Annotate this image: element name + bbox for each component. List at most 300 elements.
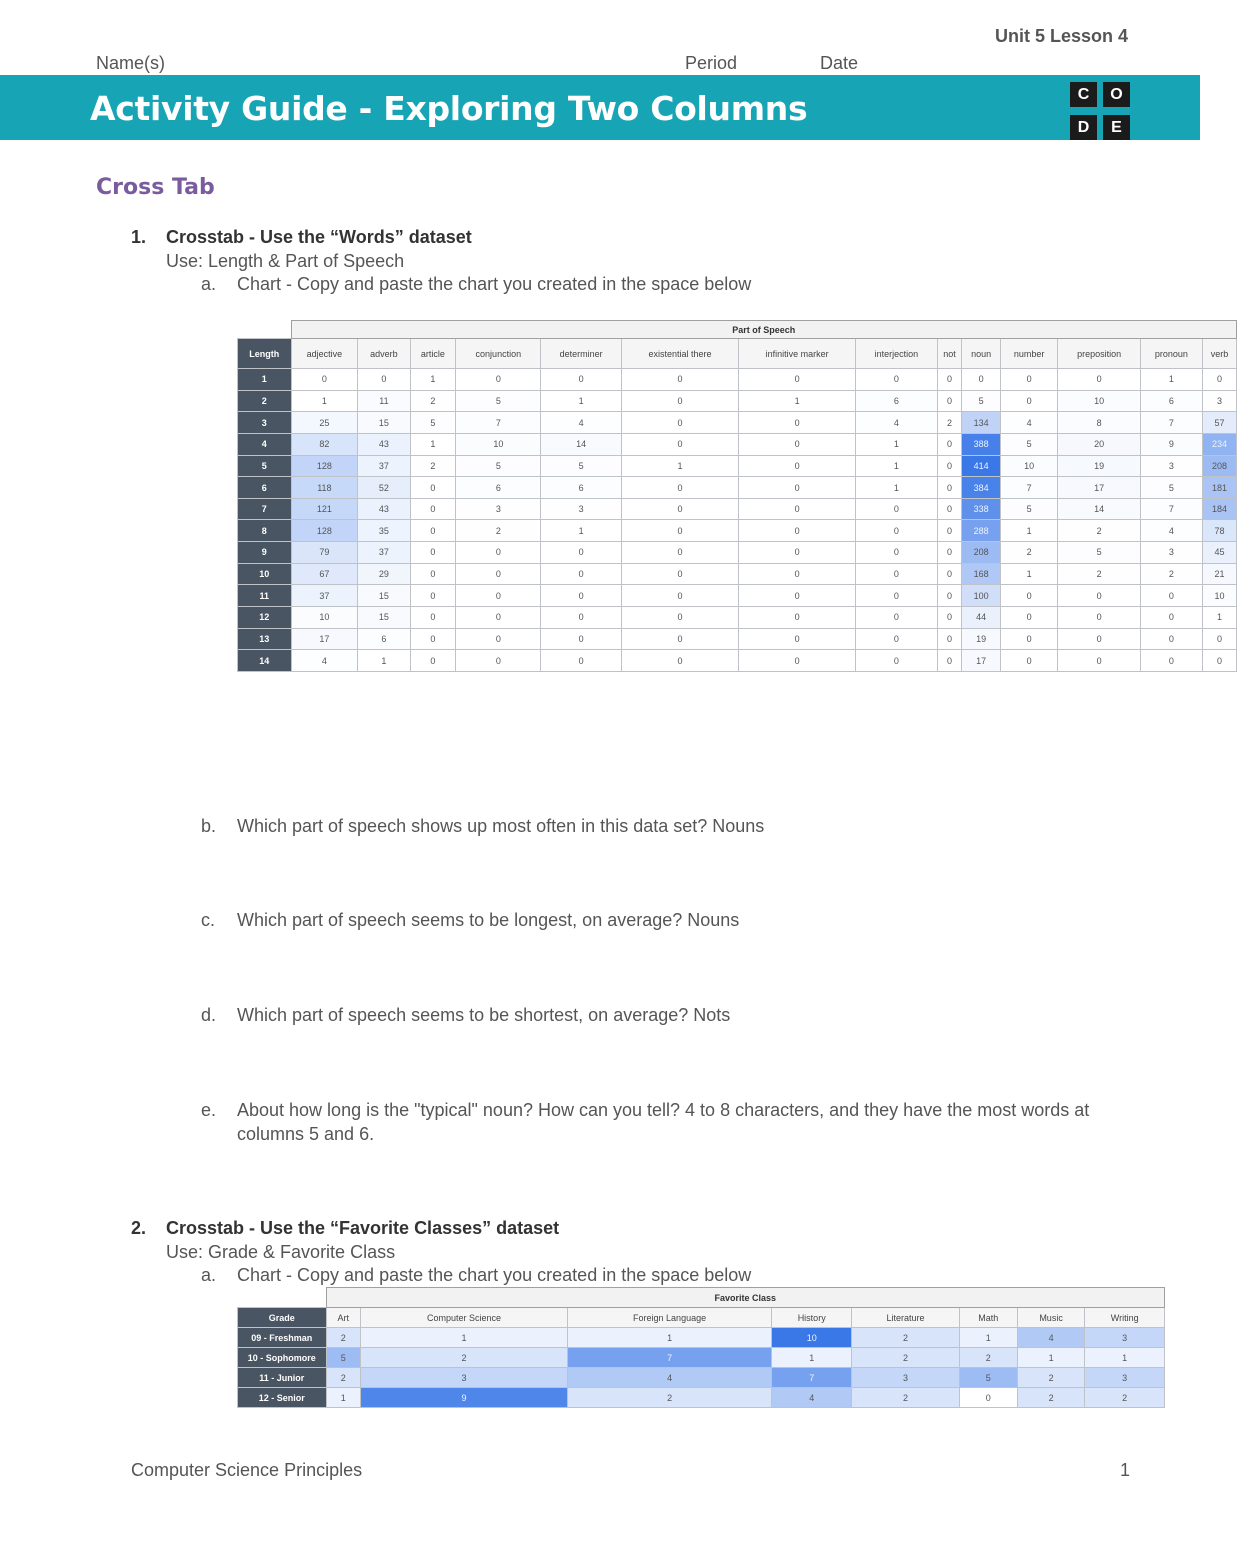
table-cell: 10: [1000, 455, 1058, 477]
column-header: verb: [1203, 339, 1237, 369]
table-cell: 2: [326, 1368, 361, 1388]
table-cell: 2: [1017, 1388, 1085, 1408]
table-row: [238, 650, 1237, 672]
table-cell: 0: [410, 498, 456, 520]
table-cell: 5: [1000, 433, 1058, 455]
table-cell: 0: [541, 607, 622, 629]
table-cell: 7: [1000, 477, 1058, 499]
table-cell: 414: [962, 455, 1000, 477]
table-cell: 3: [361, 1368, 568, 1388]
favorite-classes-crosstab: [237, 1287, 1165, 1408]
table-cell: 0: [1058, 585, 1140, 607]
favorite-classes-crosstab-table: [237, 1287, 1165, 1408]
column-header: Literature: [852, 1308, 960, 1328]
table-cell: 0: [856, 585, 937, 607]
row-label: 3: [238, 412, 292, 434]
code-logo-icon: [1068, 79, 1132, 137]
table-row: [238, 455, 1237, 477]
table-cell: 0: [739, 542, 856, 564]
column-header: adverb: [358, 339, 410, 369]
q1-use: Use: Length & Part of Speech: [166, 251, 405, 271]
table-cell: 0: [739, 455, 856, 477]
table-cell: 0: [410, 585, 456, 607]
table-cell: 100: [962, 585, 1000, 607]
table-cell: 134: [962, 412, 1000, 434]
column-header: infinitive marker: [739, 339, 856, 369]
table-cell: 0: [456, 369, 541, 391]
table-cell: 1: [567, 1328, 771, 1348]
table-cell: 15: [358, 412, 410, 434]
table-cell: 0: [456, 607, 541, 629]
table-cell: 0: [1000, 390, 1058, 412]
table-cell: 0: [856, 369, 937, 391]
table-cell: 0: [621, 542, 738, 564]
table-cell: 21: [1203, 563, 1237, 585]
table-cell: 1: [358, 650, 410, 672]
table-cell: 1: [1017, 1348, 1085, 1368]
table-cell: 0: [621, 628, 738, 650]
column-header: article: [410, 339, 456, 369]
section-title: Cross Tab: [96, 175, 215, 200]
table-row: [238, 1328, 1165, 1348]
table-cell: 1: [1085, 1348, 1165, 1368]
table-cell: 79: [291, 542, 358, 564]
table-cell: 6: [856, 390, 937, 412]
table-cell: 5: [1140, 477, 1202, 499]
q1d-text: Which part of speech seems to be shortest, on average? Nots: [237, 1005, 731, 1025]
table-cell: 0: [621, 607, 738, 629]
column-header: adjective: [291, 339, 358, 369]
table-cell: 14: [1058, 498, 1140, 520]
table-cell: 44: [962, 607, 1000, 629]
table-cell: 0: [739, 628, 856, 650]
words-crosstab-table: [237, 320, 1237, 672]
table-row: [238, 1348, 1165, 1368]
table-cell: 0: [937, 390, 962, 412]
column-header: History: [772, 1308, 852, 1328]
table-cell: 45: [1203, 542, 1237, 564]
table-cell: 121: [291, 498, 358, 520]
table-cell: 0: [937, 369, 962, 391]
table-cell: 5: [959, 1368, 1017, 1388]
table-cell: 15: [358, 607, 410, 629]
table-cell: 0: [937, 477, 962, 499]
table-cell: 0: [1000, 607, 1058, 629]
table-cell: 0: [937, 585, 962, 607]
table-cell: 0: [358, 369, 410, 391]
table-cell: 0: [541, 650, 622, 672]
table-cell: 128: [291, 455, 358, 477]
table-cell: 2: [326, 1328, 361, 1348]
words-crosstab: [237, 320, 1229, 672]
table-cell: 1: [621, 455, 738, 477]
table-cell: 2: [959, 1348, 1017, 1368]
table-row: [238, 563, 1237, 585]
q1b-text: Which part of speech shows up most often in this data set? Nouns: [237, 816, 765, 836]
table-cell: 0: [410, 650, 456, 672]
table-cell: 0: [1203, 650, 1237, 672]
table-cell: 0: [739, 433, 856, 455]
table-cell: 0: [1140, 607, 1202, 629]
table-cell: 0: [621, 390, 738, 412]
table-cell: 67: [291, 563, 358, 585]
table-cell: 1: [772, 1348, 852, 1368]
row-label: 11: [238, 585, 292, 607]
column-header: existential there: [621, 339, 738, 369]
table-cell: 7: [567, 1348, 771, 1368]
q1e-text: About how long is the "typical" noun? How can you tell? 4 to 8 characters, and they have the most words at columns 5 and 6.: [237, 1100, 1090, 1144]
logo-letter: E: [1103, 115, 1130, 140]
table-cell: 1: [410, 433, 456, 455]
table-cell: 14: [541, 433, 622, 455]
table-cell: 0: [856, 520, 937, 542]
table-cell: 208: [1203, 455, 1237, 477]
table-cell: 0: [856, 542, 937, 564]
table-cell: 0: [739, 563, 856, 585]
table-cell: 0: [621, 650, 738, 672]
row-label: 8: [238, 520, 292, 542]
table-cell: 0: [621, 369, 738, 391]
period-label: Period: [685, 53, 738, 73]
table-cell: 0: [1058, 650, 1140, 672]
table-cell: 57: [1203, 412, 1237, 434]
table-cell: 5: [410, 412, 456, 434]
table-cell: 384: [962, 477, 1000, 499]
column-header: not: [937, 339, 962, 369]
table-cell: 19: [1058, 455, 1140, 477]
q2-number: 2.: [131, 1218, 147, 1238]
row-label: 6: [238, 477, 292, 499]
table-cell: 4: [291, 650, 358, 672]
table-cell: 0: [739, 369, 856, 391]
table-cell: 3: [1140, 455, 1202, 477]
table-cell: 181: [1203, 477, 1237, 499]
unit-lesson-label: Unit 5 Lesson 4: [994, 26, 1128, 46]
table-cell: 10: [772, 1328, 852, 1348]
table-cell: 0: [621, 477, 738, 499]
table-cell: 0: [410, 607, 456, 629]
table-cell: 2: [567, 1388, 771, 1408]
column-header: Foreign Language: [567, 1308, 771, 1328]
q1-number: 1.: [131, 227, 147, 247]
table-cell: 0: [1058, 369, 1140, 391]
row-label: 10 - Sophomore: [238, 1348, 327, 1368]
table-cell: 7: [772, 1368, 852, 1388]
table-cell: 4: [1140, 520, 1202, 542]
table-cell: 0: [621, 520, 738, 542]
table-cell: 0: [1058, 607, 1140, 629]
table-cell: 5: [1058, 542, 1140, 564]
table-cell: 2: [1000, 542, 1058, 564]
table-cell: 0: [541, 563, 622, 585]
table-cell: 0: [739, 607, 856, 629]
table-cell: 29: [358, 563, 410, 585]
table-cell: 82: [291, 433, 358, 455]
table-cell: 2: [937, 412, 962, 434]
table-cell: 0: [410, 563, 456, 585]
table-cell: 6: [1140, 390, 1202, 412]
logo-letter: D: [1070, 115, 1097, 140]
table-cell: 1: [959, 1328, 1017, 1348]
table-cell: 0: [937, 650, 962, 672]
table-cell: 0: [410, 520, 456, 542]
table-row: [238, 1368, 1165, 1388]
table-cell: 4: [567, 1368, 771, 1388]
table-cell: 0: [856, 563, 937, 585]
table-cell: 52: [358, 477, 410, 499]
table-cell: 7: [1140, 412, 1202, 434]
table-cell: 11: [358, 390, 410, 412]
table-cell: 234: [1203, 433, 1237, 455]
table-cell: 19: [962, 628, 1000, 650]
table-cell: 2: [852, 1388, 960, 1408]
q1c-text: Which part of speech seems to be longest, on average? Nouns: [237, 910, 740, 930]
column-header: Writing: [1085, 1308, 1165, 1328]
table-cell: 2: [852, 1348, 960, 1368]
page-title: Activity Guide - Exploring Two Columns: [90, 89, 808, 128]
table-cell: 3: [1085, 1328, 1165, 1348]
table-cell: 4: [856, 412, 937, 434]
table-row: [238, 412, 1237, 434]
table-cell: 0: [856, 650, 937, 672]
table-cell: 0: [937, 520, 962, 542]
footer-course: Computer Science Principles: [131, 1460, 363, 1480]
table-cell: 0: [937, 563, 962, 585]
table-cell: 1: [361, 1328, 568, 1348]
table-cell: 6: [456, 477, 541, 499]
table-cell: 118: [291, 477, 358, 499]
table-row: [238, 390, 1237, 412]
row-label: 7: [238, 498, 292, 520]
table-cell: 2: [852, 1328, 960, 1348]
table-row: [238, 520, 1237, 542]
table-cell: 17: [962, 650, 1000, 672]
table-cell: 0: [621, 563, 738, 585]
row-label: 09 - Freshman: [238, 1328, 327, 1348]
column-header: Music: [1017, 1308, 1085, 1328]
table-cell: 0: [456, 585, 541, 607]
logo-letter: C: [1070, 82, 1097, 107]
title-banner: [0, 75, 1200, 140]
table-cell: 2: [456, 520, 541, 542]
table-cell: 0: [456, 542, 541, 564]
table-cell: 0: [541, 369, 622, 391]
table-cell: 5: [456, 390, 541, 412]
table-cell: 0: [621, 412, 738, 434]
row-header-label: Length: [238, 339, 292, 369]
table-cell: 15: [358, 585, 410, 607]
table-cell: 1: [856, 477, 937, 499]
table-cell: 2: [1017, 1368, 1085, 1388]
table-cell: 0: [739, 650, 856, 672]
table-cell: 10: [1203, 585, 1237, 607]
table-cell: 0: [1000, 628, 1058, 650]
table-cell: 1: [291, 390, 358, 412]
q1b-marker: b.: [201, 816, 217, 836]
table-cell: 0: [959, 1388, 1017, 1408]
row-label: 10: [238, 563, 292, 585]
table-cell: 35: [358, 520, 410, 542]
table-cell: 0: [962, 369, 1000, 391]
table-row: [238, 542, 1237, 564]
table-cell: 0: [1000, 650, 1058, 672]
table-cell: 7: [456, 412, 541, 434]
table-super-header: Part of Speech: [291, 321, 1237, 339]
row-label: 2: [238, 390, 292, 412]
column-header: determiner: [541, 339, 622, 369]
table-cell: 0: [410, 542, 456, 564]
table-cell: 0: [621, 433, 738, 455]
table-cell: 10: [456, 433, 541, 455]
table-cell: 9: [1140, 433, 1202, 455]
table-cell: 4: [772, 1388, 852, 1408]
column-header: noun: [962, 339, 1000, 369]
table-cell: 0: [739, 520, 856, 542]
table-cell: 2: [410, 455, 456, 477]
table-cell: 6: [358, 628, 410, 650]
table-cell: 0: [856, 498, 937, 520]
row-label: 11 - Junior: [238, 1368, 327, 1388]
table-cell: 10: [1058, 390, 1140, 412]
table-cell: 338: [962, 498, 1000, 520]
table-cell: 0: [937, 455, 962, 477]
table-cell: 1: [1203, 607, 1237, 629]
table-cell: 37: [358, 455, 410, 477]
table-cell: 0: [739, 498, 856, 520]
table-cell: 1: [856, 455, 937, 477]
row-label: 5: [238, 455, 292, 477]
q2a-text: Chart - Copy and paste the chart you created in the space below: [237, 1265, 752, 1285]
table-cell: 0: [456, 628, 541, 650]
table-cell: 1: [739, 390, 856, 412]
footer-page-number: 1: [1120, 1460, 1131, 1480]
table-cell: 1: [326, 1388, 361, 1408]
row-label: 4: [238, 433, 292, 455]
table-row: [238, 477, 1237, 499]
table-row: [238, 369, 1237, 391]
table-cell: 4: [1017, 1328, 1085, 1348]
table-cell: 0: [410, 477, 456, 499]
table-cell: 3: [1085, 1368, 1165, 1388]
table-cell: 0: [456, 563, 541, 585]
table-cell: 1: [1140, 369, 1202, 391]
table-cell: 0: [1058, 628, 1140, 650]
table-cell: 388: [962, 433, 1000, 455]
table-cell: 17: [1058, 477, 1140, 499]
q1a-marker: a.: [201, 274, 217, 294]
table-row: [238, 498, 1237, 520]
row-label: 1: [238, 369, 292, 391]
table-cell: 5: [1000, 498, 1058, 520]
table-cell: 3: [456, 498, 541, 520]
row-header-label: Grade: [238, 1308, 327, 1328]
table-cell: 0: [856, 607, 937, 629]
name-period-date-row: [96, 53, 1076, 75]
table-cell: 1: [856, 433, 937, 455]
table-cell: 0: [937, 433, 962, 455]
table-cell: 0: [541, 585, 622, 607]
table-cell: 288: [962, 520, 1000, 542]
name-label: Name(s): [96, 53, 166, 73]
table-cell: 2: [410, 390, 456, 412]
column-header: conjunction: [456, 339, 541, 369]
table-cell: 3: [1203, 390, 1237, 412]
table-cell: 5: [326, 1348, 361, 1368]
table-row: [238, 607, 1237, 629]
table-cell: 0: [1140, 585, 1202, 607]
table-row: [238, 628, 1237, 650]
table-cell: 37: [291, 585, 358, 607]
table-cell: 0: [1203, 628, 1237, 650]
table-cell: 1: [541, 520, 622, 542]
table-cell: 2: [1058, 563, 1140, 585]
table-cell: 0: [291, 369, 358, 391]
table-cell: 20: [1058, 433, 1140, 455]
table-cell: 0: [1203, 369, 1237, 391]
table-cell: 0: [739, 477, 856, 499]
table-cell: 0: [1140, 628, 1202, 650]
table-cell: 3: [541, 498, 622, 520]
table-cell: 0: [456, 650, 541, 672]
table-cell: 9: [361, 1388, 568, 1408]
table-cell: 10: [291, 607, 358, 629]
table-cell: 2: [1140, 563, 1202, 585]
table-cell: 1: [1000, 563, 1058, 585]
q1a-text: Chart - Copy and paste the chart you created in the space below: [237, 274, 752, 294]
table-cell: 0: [937, 498, 962, 520]
q2a-marker: a.: [201, 1265, 217, 1285]
column-header: Art: [326, 1308, 361, 1328]
table-cell: 0: [739, 412, 856, 434]
row-label: 12: [238, 607, 292, 629]
date-label: Date: [820, 53, 859, 73]
q1e-marker: e.: [201, 1100, 217, 1120]
table-cell: 78: [1203, 520, 1237, 542]
table-cell: 0: [541, 628, 622, 650]
table-cell: 0: [1140, 650, 1202, 672]
table-cell: 4: [541, 412, 622, 434]
logo-letter: O: [1103, 82, 1130, 107]
row-label: 13: [238, 628, 292, 650]
column-header: preposition: [1058, 339, 1140, 369]
table-cell: 6: [541, 477, 622, 499]
table-cell: 184: [1203, 498, 1237, 520]
table-cell: 1: [1000, 520, 1058, 542]
column-header: interjection: [856, 339, 937, 369]
table-cell: 0: [541, 542, 622, 564]
column-header: Computer Science: [361, 1308, 568, 1328]
q1c-marker: c.: [201, 910, 216, 930]
table-cell: 2: [1058, 520, 1140, 542]
table-cell: 168: [962, 563, 1000, 585]
table-cell: 0: [410, 628, 456, 650]
table-cell: 1: [410, 369, 456, 391]
table-cell: 5: [456, 455, 541, 477]
q1d-marker: d.: [201, 1005, 217, 1025]
table-cell: 5: [541, 455, 622, 477]
table-cell: 0: [621, 498, 738, 520]
table-cell: 0: [937, 628, 962, 650]
table-cell: 2: [361, 1348, 568, 1368]
table-cell: 37: [358, 542, 410, 564]
table-cell: 4: [1000, 412, 1058, 434]
column-header: Math: [959, 1308, 1017, 1328]
row-label: 14: [238, 650, 292, 672]
table-cell: 0: [739, 585, 856, 607]
table-cell: 3: [852, 1368, 960, 1388]
table-corner: [238, 1288, 327, 1308]
q2-heading: Crosstab - Use the “Favorite Classes” dataset: [166, 1218, 560, 1238]
